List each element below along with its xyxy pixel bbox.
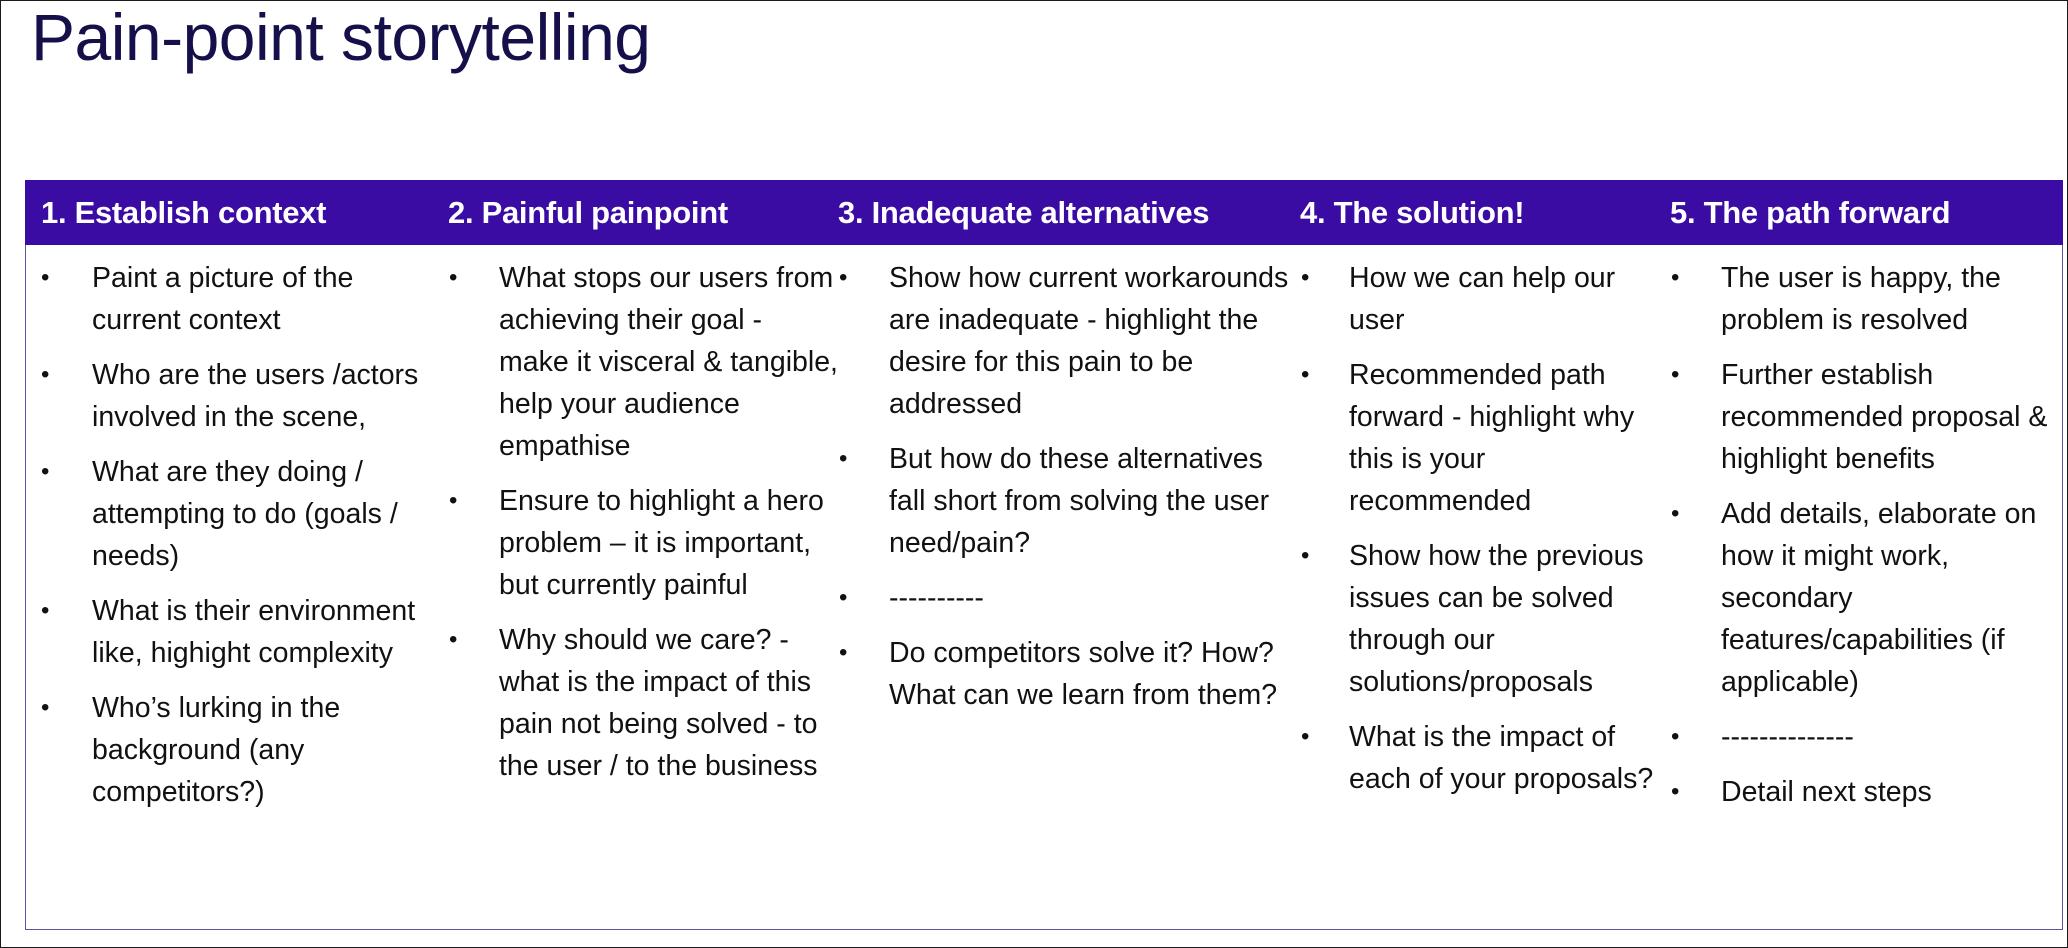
table-header-row <box>25 180 2063 245</box>
list-item: • But how do these alternatives fall short from solving the user need/pain? <box>839 443 1270 559</box>
list-item: • Paint a picture of the current context <box>41 262 354 336</box>
list-item: • What is the impact of each of your proposals? <box>1301 721 1654 795</box>
column-body-the-solution <box>1301 257 1671 813</box>
list-item: • The user is happy, the problem is resolved <box>1671 262 2001 336</box>
column-heading-the-path-forward: 5. The path forward <box>1670 195 1951 230</box>
list-item: • How we can help our user <box>1301 262 1616 336</box>
list-item: • ---------- <box>839 582 984 614</box>
bullet-text: How we can help our user <box>1349 262 1616 336</box>
bullet-text: Detail next steps <box>1721 776 1932 808</box>
list-item: • Do competitors solve it? How? What can we learn from them? <box>839 637 1278 711</box>
bullet-text: Further establish recommended proposal & highlight benefits <box>1721 359 2048 475</box>
list-item: • Add details, elaborate on how it might work, secondary features/capabilities (if applicable) <box>1671 498 2037 698</box>
list-item: • Who’s lurking in the background (any competitors?) <box>41 692 341 808</box>
column-body-establish-context <box>41 257 436 826</box>
bullet-text: What are they doing / attempting to do (goals / needs) <box>92 456 398 572</box>
list-item: • What are they doing / attempting to do (goals / needs) <box>41 456 398 572</box>
list-item: • Ensure to highlight a hero problem – it is important, but currently painful <box>449 485 824 601</box>
list-item: • Show how current workarounds are inadequate - highlight the desire for this pain to be addressed <box>839 262 1289 420</box>
bullet-text: Who are the users /actors involved in the scene, <box>92 359 419 433</box>
bullet-text: Why should we care? - what is the impact of this pain not being solved - to the user / to the business <box>499 624 818 782</box>
list-item: • Detail next steps <box>1671 776 1932 808</box>
list-item: • What is their environment like, highight complexity <box>41 595 416 669</box>
list-item: • Recommended path forward - highlight why this is your recommended <box>1301 359 1635 517</box>
bullet-text: Recommended path forward - highlight why this is your recommended <box>1349 359 1635 517</box>
bullet-text: -------------- <box>1721 721 1854 753</box>
bullet-text: Who’s lurking in the background (any competitors?) <box>92 692 341 808</box>
bullet-text: Do competitors solve it? How? What can we learn from them? <box>889 637 1278 711</box>
column-body-inadequate-alternatives <box>839 257 1299 729</box>
bullet-text: What stops our users from achieving their goal - make it visceral & tangible, help your audience empathise <box>499 262 838 462</box>
column-body-painful-painpoint <box>449 257 839 800</box>
list-item: • What stops our users from achieving their goal - make it visceral & tangible, help your audience empathise <box>449 262 838 462</box>
bullet-text: Paint a picture of the current context <box>92 262 354 336</box>
list-item: • Who are the users /actors involved in the scene, <box>41 359 419 433</box>
bullet-text: Add details, elaborate on how it might work, secondary features/capabilities (if applicable) <box>1721 498 2037 698</box>
bullet-text: But how do these alternatives fall short from solving the user need/pain? <box>889 443 1270 559</box>
list-item: • Further establish recommended proposal & highlight benefits <box>1671 359 2048 475</box>
column-heading-establish-context: 1. Establish context <box>41 195 327 230</box>
bullet-text: ---------- <box>889 582 984 614</box>
column-heading-inadequate-alternatives: 3. Inadequate alternatives <box>838 195 1210 230</box>
bullet-text: Ensure to highlight a hero problem – it is important, but currently painful <box>499 485 824 601</box>
bullet-text: Show how current workarounds are inadequate - highlight the desire for this pain to be addressed <box>889 262 1289 420</box>
column-heading-the-solution: 4. The solution! <box>1300 195 1525 230</box>
slide-title: Pain-point storytelling <box>31 0 651 74</box>
bullet-text: Show how the previous issues can be solved through our solutions/proposals <box>1349 540 1644 698</box>
bullet-text: What is their environment like, highight complexity <box>92 595 416 669</box>
bullet-text: What is the impact of each of your proposals? <box>1349 721 1654 795</box>
bullet-text: The user is happy, the problem is resolved <box>1721 262 2001 336</box>
list-item: • -------------- <box>1671 721 1854 753</box>
list-item: • Show how the previous issues can be solved through our solutions/proposals <box>1301 540 1644 698</box>
storytelling-table <box>25 180 2063 930</box>
list-item: • Why should we care? - what is the impact of this pain not being solved - to the user / to the business <box>449 624 818 782</box>
column-body-the-path-forward <box>1671 257 2059 826</box>
column-heading-painful-painpoint: 2. Painful painpoint <box>448 195 728 230</box>
